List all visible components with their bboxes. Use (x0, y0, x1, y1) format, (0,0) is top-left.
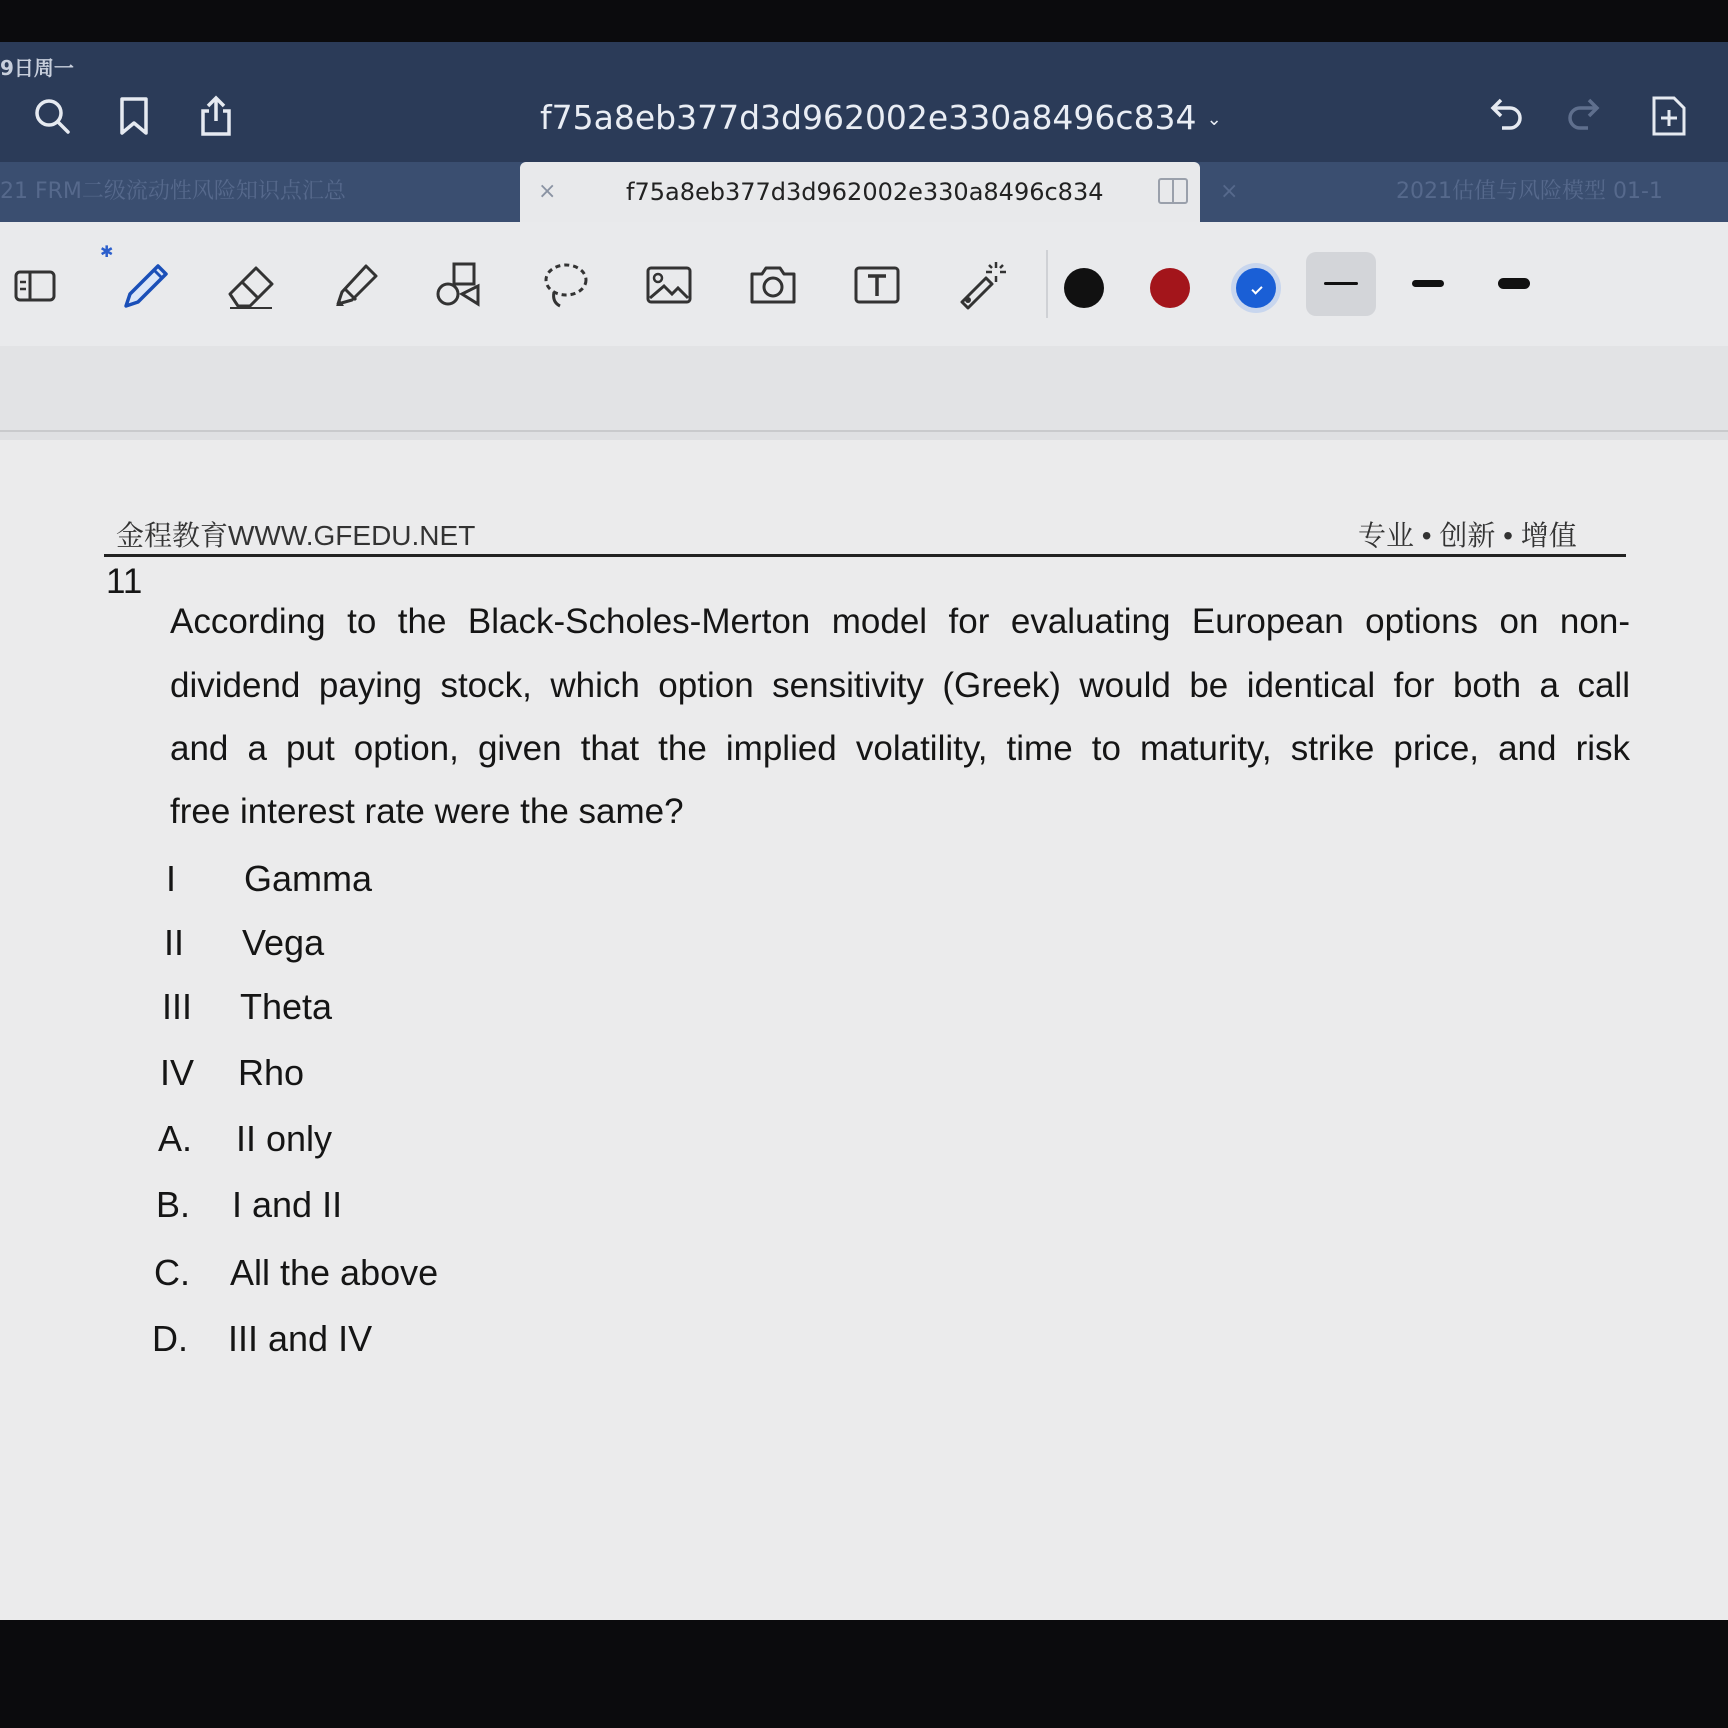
document-title-text: f75a8eb377d3d962002e330a8496c834 (540, 98, 1197, 137)
annotation-toolbar (0, 222, 1728, 347)
tab-bar (0, 162, 1728, 222)
choice-text: I and II (232, 1184, 343, 1225)
color-red-swatch[interactable] (1150, 268, 1190, 308)
highlighter-icon[interactable] (324, 254, 386, 316)
tab-frm-liquidity[interactable] (0, 162, 500, 222)
statement-text: Theta (240, 986, 333, 1027)
chevron-down-icon: ⌄ (1206, 109, 1222, 130)
stroke-thin-button[interactable] (1306, 252, 1376, 316)
choice-text: III and IV (228, 1318, 373, 1359)
question-line: and a put option, given that the implied volatility, time to maturity, strike price, and risk (170, 729, 1630, 768)
tab-valuation-risk[interactable] (1210, 162, 1728, 222)
close-tab-icon[interactable]: × (538, 179, 557, 204)
redo-icon[interactable] (1564, 94, 1608, 138)
color-blue-swatch[interactable] (1236, 268, 1276, 308)
choice-text: All the above (230, 1252, 439, 1293)
question-line: According to the Black-Scholes-Merton model for evaluating European options on non- (170, 602, 1630, 641)
page-header-left: 金程教育WWW.GFEDU.NET (116, 520, 476, 551)
stroke-medium-button[interactable] (1396, 252, 1460, 316)
undo-icon[interactable] (1482, 94, 1526, 138)
question-number: 11 (106, 562, 143, 601)
color-black-swatch[interactable] (1064, 268, 1104, 308)
statement-text: Gamma (244, 858, 373, 899)
text-icon[interactable] (846, 254, 908, 316)
bluetooth-mark-icon: ✱ (100, 244, 114, 261)
tab-label: f75a8eb377d3d962002e330a8496c834 (626, 178, 1104, 206)
stroke-thick-button[interactable] (1482, 252, 1546, 316)
page-header-right: 专业 • 创新 • 增值 (1358, 520, 1577, 551)
page-gutter (0, 346, 1728, 432)
statement-number: III (162, 986, 193, 1027)
bookmark-icon[interactable] (112, 94, 156, 138)
statement-number: II (164, 922, 185, 963)
statement-text: Rho (238, 1052, 305, 1093)
choice-letter: A. (158, 1118, 193, 1159)
eraser-icon[interactable] (220, 254, 282, 316)
tab-current-document[interactable] (520, 162, 1200, 222)
question-line: free interest rate were the same? (170, 792, 684, 831)
choice-letter: B. (156, 1184, 191, 1225)
device-bezel (0, 1620, 1728, 1728)
read-mode-icon[interactable] (4, 254, 66, 316)
statement-text: Vega (242, 922, 325, 963)
stroke-medium-line (1412, 280, 1444, 287)
header-rule (104, 554, 1626, 557)
choice-text: II only (236, 1118, 333, 1159)
stroke-thick-line (1498, 278, 1530, 289)
statement-number: I (166, 858, 177, 899)
shapes-icon[interactable] (428, 254, 490, 316)
lasso-icon[interactable] (534, 254, 596, 316)
search-icon[interactable] (30, 94, 74, 138)
laser-pointer-icon[interactable] (950, 254, 1012, 316)
statement-number: IV (160, 1052, 195, 1093)
document-title[interactable] (540, 98, 1220, 137)
question-line: dividend paying stock, which option sensitivity (Greek) would be identical for both a call (170, 666, 1630, 705)
choice-letter: D. (152, 1318, 188, 1359)
status-time: 9日周一 (0, 56, 74, 80)
close-tab-icon[interactable]: × (1220, 179, 1239, 204)
image-icon[interactable] (638, 254, 700, 316)
pen-icon[interactable] (114, 254, 176, 316)
camera-icon[interactable] (742, 254, 804, 316)
split-view-icon[interactable] (1158, 178, 1188, 204)
title-bar (0, 42, 1728, 162)
tab-label: 21 FRM二级流动性风险知识点汇总 (0, 179, 346, 204)
share-icon[interactable] (194, 94, 238, 138)
add-page-icon[interactable] (1646, 94, 1690, 138)
tab-label: 2021估值与风险模型 01-1 (1396, 179, 1663, 204)
choice-letter: C. (154, 1252, 190, 1293)
stroke-thin-line (1324, 282, 1358, 285)
toolbar-divider (1046, 250, 1048, 318)
